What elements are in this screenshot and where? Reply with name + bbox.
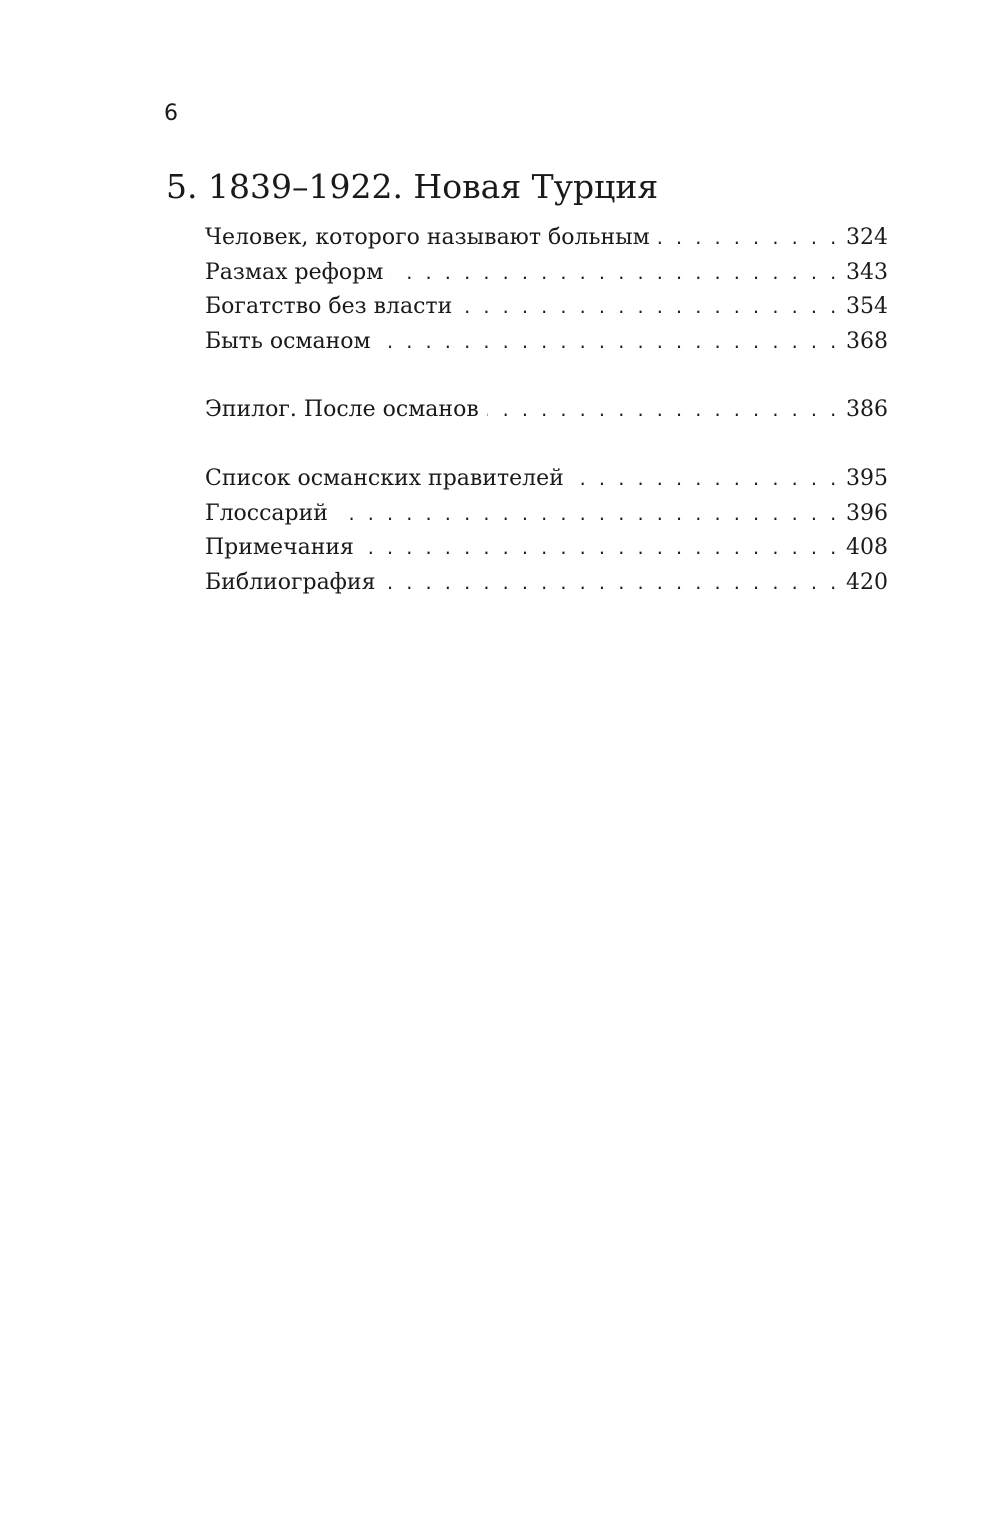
toc-entry-page: 395 bbox=[846, 466, 888, 491]
dot-leader bbox=[460, 291, 838, 326]
toc-entry[interactable] bbox=[205, 221, 888, 256]
toc-entry-epilogue[interactable] bbox=[205, 393, 888, 428]
toc-entry-page: 324 bbox=[846, 225, 888, 250]
toc-entry-page: 343 bbox=[846, 259, 888, 285]
dot-leader bbox=[658, 222, 838, 257]
toc-entry-label: Человек, которого называют больным bbox=[205, 225, 650, 250]
toc-entry[interactable] bbox=[205, 497, 888, 532]
dot-leader bbox=[487, 394, 838, 429]
dot-leader bbox=[336, 498, 838, 533]
dot-leader bbox=[379, 326, 838, 361]
dot-leader bbox=[572, 463, 838, 498]
toc-entry-label: Глоссарий bbox=[205, 500, 328, 526]
toc-entry[interactable] bbox=[205, 566, 888, 601]
toc-entry-page: 408 bbox=[846, 535, 888, 560]
toc-entry-page: 396 bbox=[846, 500, 888, 526]
toc-entry-page: 386 bbox=[846, 397, 888, 422]
toc-entry[interactable] bbox=[205, 325, 888, 360]
dot-leader bbox=[391, 257, 838, 292]
toc-entry-label: Размах реформ bbox=[205, 259, 384, 285]
toc-entry[interactable] bbox=[205, 290, 888, 325]
toc-entry-page: 368 bbox=[846, 328, 888, 354]
dot-leader bbox=[383, 567, 838, 602]
page-number: 6 bbox=[164, 101, 178, 126]
toc-entry[interactable] bbox=[205, 256, 888, 291]
epilogue-list bbox=[205, 393, 888, 428]
toc-entry-label: Библиография bbox=[205, 569, 376, 595]
toc-entry-page: 420 bbox=[846, 569, 888, 595]
chapter-title: 5. 1839–1922. Новая Турция bbox=[166, 167, 659, 206]
dot-leader bbox=[362, 532, 838, 567]
toc-entry-label: Богатство без власти bbox=[205, 294, 453, 319]
appendices-list bbox=[205, 462, 888, 600]
toc-entry[interactable] bbox=[205, 462, 888, 497]
toc-entry[interactable] bbox=[205, 531, 888, 566]
toc-entry-label: Эпилог. После османов bbox=[205, 397, 479, 422]
toc-entry-label: Примечания bbox=[205, 535, 354, 560]
toc-entry-label: Список османских правителей bbox=[205, 466, 564, 491]
chapter-sections-list bbox=[205, 221, 888, 359]
toc-entry-page: 354 bbox=[846, 294, 888, 319]
toc-entry-label: Быть османом bbox=[205, 328, 371, 354]
